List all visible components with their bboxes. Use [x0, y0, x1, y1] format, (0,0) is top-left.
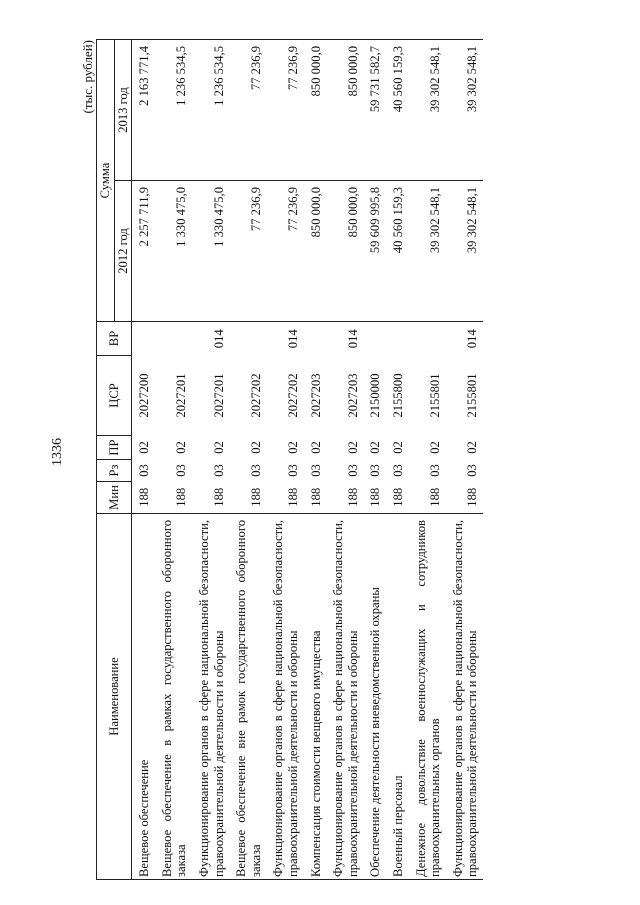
cell-name: Функционирование органов в сфере национальной безопасности, правоохранительной деятельности и обороны [192, 514, 229, 880]
table-row [446, 39, 483, 879]
cell-csr: 2027202 [248, 373, 263, 418]
cell-y2013: 40 560 159,3 [386, 39, 409, 180]
cell-rz: 03 [248, 464, 263, 477]
cell-csr: 2027202 [285, 373, 300, 418]
table-row [155, 39, 192, 879]
cell-min: 188 [285, 487, 300, 507]
cell-min: 188 [428, 487, 443, 507]
cell-y2012: 39 302 548,1 [446, 181, 483, 322]
cell-name: Денежное довольствие военнослужащих и сотрудников правоохранительных органов [409, 514, 446, 880]
table-row [266, 39, 303, 879]
cell-name: Функционирование органов в сфере национальной безопасности, правоохранительной деятельности и обороны [446, 514, 483, 880]
cell-name: Функционирование органов в сфере национальной безопасности, правоохранительной деятельности и обороны [266, 514, 303, 880]
cell-pr: 02 [285, 441, 300, 454]
cell-rz: 03 [211, 464, 226, 477]
cell-rz: 03 [368, 464, 383, 477]
cell-name: Вещевое обеспечение [132, 514, 155, 880]
cell-csr: 2027203 [308, 373, 323, 418]
cell-vr: 014 [266, 322, 303, 356]
cell-pr: 02 [248, 441, 263, 454]
cell-min: 188 [368, 487, 383, 507]
rotated-page-content [80, 40, 580, 880]
cell-min: 188 [345, 487, 360, 507]
cell-vr: 014 [192, 322, 229, 356]
cell-pr: 02 [368, 441, 383, 454]
cell-pr: 02 [211, 441, 226, 454]
cell-y2012: 850 000,0 [304, 181, 327, 322]
cell-pr: 02 [174, 441, 189, 454]
cell-y2013: 77 236,9 [229, 39, 266, 180]
header-year-2013: 2013 год [114, 39, 132, 180]
cell-csr: 2155801 [465, 373, 480, 418]
cell-rz: 03 [345, 464, 360, 477]
cell-csr: 2027203 [345, 373, 360, 418]
cell-rz: 03 [465, 464, 480, 477]
cell-y2012: 77 236,9 [266, 181, 303, 322]
table-header [97, 39, 132, 879]
table-body [132, 39, 483, 879]
header-pr: ПР [97, 436, 132, 460]
cell-y2013: 1 236 534,5 [192, 39, 229, 180]
table-row [229, 39, 266, 879]
table-row [192, 39, 229, 879]
cell-y2013: 39 302 548,1 [446, 39, 483, 180]
units-label: (тыс. рублей) [80, 40, 95, 114]
cell-csr: 2027200 [137, 373, 152, 418]
cell-min: 188 [137, 487, 152, 507]
cell-pr: 02 [465, 441, 480, 454]
header-rz: Рз [97, 460, 132, 482]
cell-pr: 02 [137, 441, 152, 454]
table-row [304, 39, 327, 879]
cell-y2012: 850 000,0 [326, 181, 363, 322]
cell-vr [155, 322, 192, 356]
header-min: Мин [97, 482, 132, 514]
cell-min: 188 [390, 487, 405, 507]
cell-rz: 03 [137, 464, 152, 477]
cell-y2012: 1 330 475,0 [192, 181, 229, 322]
cell-name: Компенсация стоимости вещевого имущества [304, 514, 327, 880]
cell-y2013: 1 236 534,5 [155, 39, 192, 180]
cell-y2012: 2 257 711,9 [132, 181, 155, 322]
cell-min: 188 [211, 487, 226, 507]
cell-name: Обеспечение деятельности вневедомственной охраны [363, 514, 386, 880]
table-row [326, 39, 363, 879]
cell-vr: 014 [446, 322, 483, 356]
cell-rz: 03 [174, 464, 189, 477]
cell-y2013: 59 731 582,7 [363, 39, 386, 180]
header-year-2012: 2012 год [114, 181, 132, 322]
cell-rz: 03 [390, 464, 405, 477]
cell-y2013: 850 000,0 [304, 39, 327, 180]
header-csr: ЦСР [97, 356, 132, 436]
header-vr: ВР [97, 322, 132, 356]
cell-vr [229, 322, 266, 356]
cell-y2013: 77 236,9 [266, 39, 303, 180]
cell-y2013: 850 000,0 [326, 39, 363, 180]
cell-rz: 03 [428, 464, 443, 477]
cell-csr: 2155801 [428, 373, 443, 418]
cell-name: Функционирование органов в сфере национальной безопасности, правоохранительной деятельности и обороны [326, 514, 363, 880]
cell-y2012: 59 609 995,8 [363, 181, 386, 322]
cell-name: Вещевое обеспечение вне рамок государственного оборонного заказа [229, 514, 266, 880]
table-row [386, 39, 409, 879]
table-row [409, 39, 446, 879]
cell-vr: 014 [326, 322, 363, 356]
budget-table [96, 39, 483, 880]
cell-min: 188 [465, 487, 480, 507]
cell-pr: 02 [308, 441, 323, 454]
cell-y2012: 77 236,9 [229, 181, 266, 322]
cell-y2012: 40 560 159,3 [386, 181, 409, 322]
cell-csr: 2150000 [368, 373, 383, 418]
cell-y2012: 1 330 475,0 [155, 181, 192, 322]
cell-y2013: 2 163 771,4 [132, 39, 155, 180]
cell-vr [386, 322, 409, 356]
cell-csr: 2027201 [211, 373, 226, 418]
cell-y2012: 39 302 548,1 [409, 181, 446, 322]
header-name: Наименование [97, 514, 132, 880]
cell-csr: 2155800 [390, 373, 405, 418]
cell-vr [132, 322, 155, 356]
cell-pr: 02 [428, 441, 443, 454]
cell-vr [363, 322, 386, 356]
cell-vr [304, 322, 327, 356]
cell-csr: 2027201 [174, 373, 189, 418]
table-row [132, 39, 155, 879]
cell-min: 188 [174, 487, 189, 507]
cell-rz: 03 [285, 464, 300, 477]
cell-vr [409, 322, 446, 356]
cell-min: 188 [308, 487, 323, 507]
table-row [363, 39, 386, 879]
header-sum: Сумма [97, 39, 115, 321]
cell-pr: 02 [390, 441, 405, 454]
cell-y2013: 39 302 548,1 [409, 39, 446, 180]
cell-pr: 02 [345, 441, 360, 454]
cell-rz: 03 [308, 464, 323, 477]
cell-name: Военный персонал [386, 514, 409, 880]
page-number: 1336 [50, 438, 65, 466]
cell-min: 188 [248, 487, 263, 507]
cell-name: Вещевое обеспечение в рамках государственного оборонного заказа [155, 514, 192, 880]
